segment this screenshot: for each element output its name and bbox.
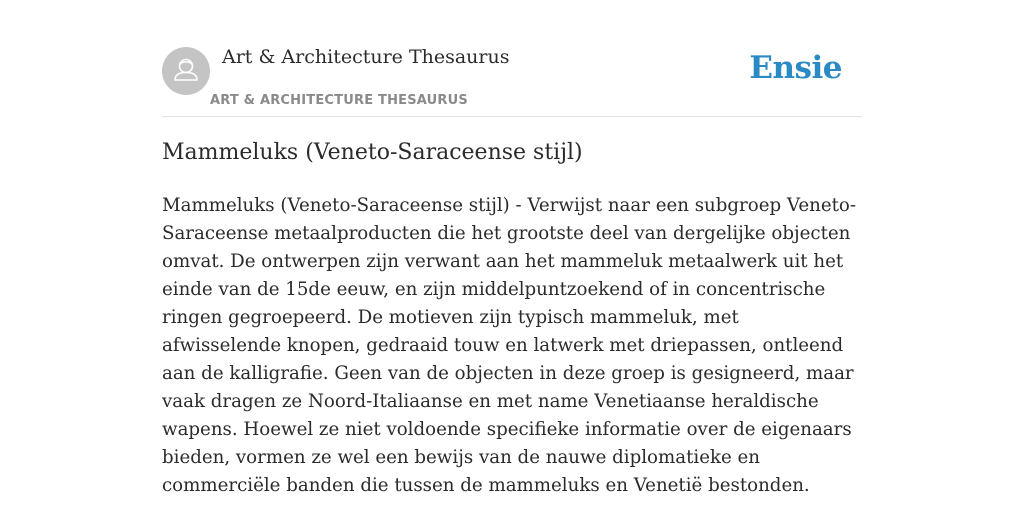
page-container — [162, 0, 862, 496]
page-title: Mammeluks (Veneto-Saraceense stijl) — [162, 140, 583, 165]
source-name-link[interactable]: Art & Architecture Thesaurus — [222, 46, 510, 68]
source-subtitle: ART & ARCHITECTURE THESAURUS — [210, 93, 468, 108]
avatar[interactable] — [162, 47, 210, 95]
source-header — [162, 0, 862, 117]
user-icon — [162, 47, 210, 95]
article-body: Mammeluks (Veneto-Saraceense stijl) - Verwijst naar een subgroep Veneto-Saraceense metaalproducten die het grootste deel van dergelijke objecten omvat. De ontwerpen zijn verwant aan het mammeluk metaalwerk uit het einde van de 15de eeuw, en zijn middelpuntzoekend of in concentrische ringen gegroepeerd. De motieven zijn typisch mammeluk, met afwisselende knopen, gedraaid touw en latwerk met driepassen, ontleend aan de kalligrafie. Geen van de objecten in deze groep is gesigneerd, maar vaak dragen ze Noord-Italiaanse en met name Venetiaanse heraldische wapens. Hoewel ze niet voldoende specifieke informatie over de eigenaars bieden, vormen ze wel een bewijs van de nauwe diplomatieke en commerciële banden die tussen de mammeluks en Venetië bestonden. — [162, 195, 856, 496]
ensie-logo[interactable]: Ensie — [749, 50, 842, 86]
